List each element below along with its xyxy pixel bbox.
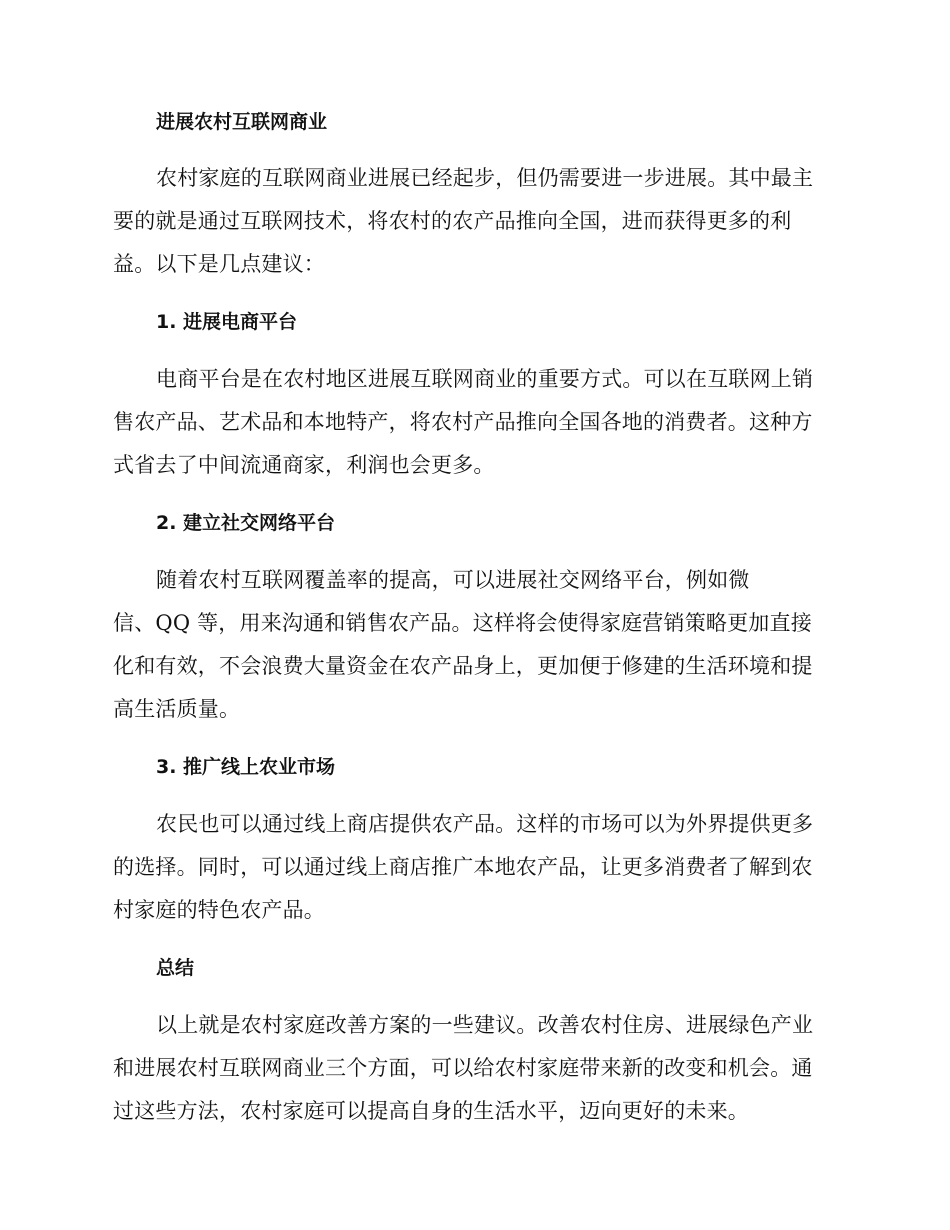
section-paragraph-online-market [113, 803, 835, 932]
paragraph-line: 售农产品、艺术品和本地特产，将农村产品推向全国各地的消费者。这种方 [113, 410, 813, 434]
section-heading-social-network: 2. 建立社交网络平台 [156, 512, 336, 534]
document-page [113, 108, 835, 1133]
section-paragraph-ecommerce-platform [113, 358, 835, 487]
paragraph-line: 和进展农村互联网商业三个方面，可以给农村家庭带来新的改变和机会。通 [113, 1056, 813, 1080]
paragraph-line: 以上就是农村家庭改善方案的一些建议。改善农村住房、进展绿色产业 [156, 1013, 814, 1037]
paragraph-line: 农民也可以通过线上商店提供农产品。这样的市场可以为外界提供更多 [156, 812, 814, 836]
section-paragraph-social-network [113, 559, 835, 731]
paragraph-line: 益。以下是几点建议： [113, 252, 325, 276]
section-heading-summary: 总结 [156, 957, 195, 979]
section-heading-ecommerce-platform: 1. 进展电商平台 [156, 311, 298, 333]
paragraph-line: 化和有效，不会浪费大量资金在农产品身上，更加便于修建的生活环境和提 [113, 654, 813, 678]
paragraph-line: 要的就是通过互联网技术，将农村的农产品推向全国，进而获得更多的利 [113, 209, 792, 233]
section-paragraph-summary [113, 1004, 835, 1133]
paragraph-line: 农村家庭的互联网商业进展已经起步，但仍需要进一步进展。其中最主 [156, 166, 814, 190]
paragraph-line: 信、QQ 等，用来沟通和销售农产品。这样将会使得家庭营销策略更加直接 [113, 611, 812, 635]
paragraph-line: 电商平台是在农村地区进展互联网商业的重要方式。可以在互联网上销 [156, 367, 814, 391]
paragraph-line: 式省去了中间流通商家，利润也会更多。 [113, 453, 495, 477]
paragraph-line: 高生活质量。 [113, 697, 241, 721]
paragraph-line: 村家庭的特色农产品。 [113, 898, 325, 922]
paragraph-line: 随着农村互联网覆盖率的提高，可以进展社交网络平台，例如微 [156, 568, 750, 592]
section-paragraph-internet-commerce [113, 157, 835, 286]
paragraph-line: 过这些方法，农村家庭可以提高自身的生活水平，迈向更好的未来。 [113, 1099, 749, 1123]
section-heading-internet-commerce: 进展农村互联网商业 [156, 111, 328, 133]
paragraph-line: 的选择。同时，可以通过线上商店推广本地农产品，让更多消费者了解到农 [113, 855, 813, 879]
section-heading-online-market: 3. 推广线上农业市场 [156, 756, 336, 778]
